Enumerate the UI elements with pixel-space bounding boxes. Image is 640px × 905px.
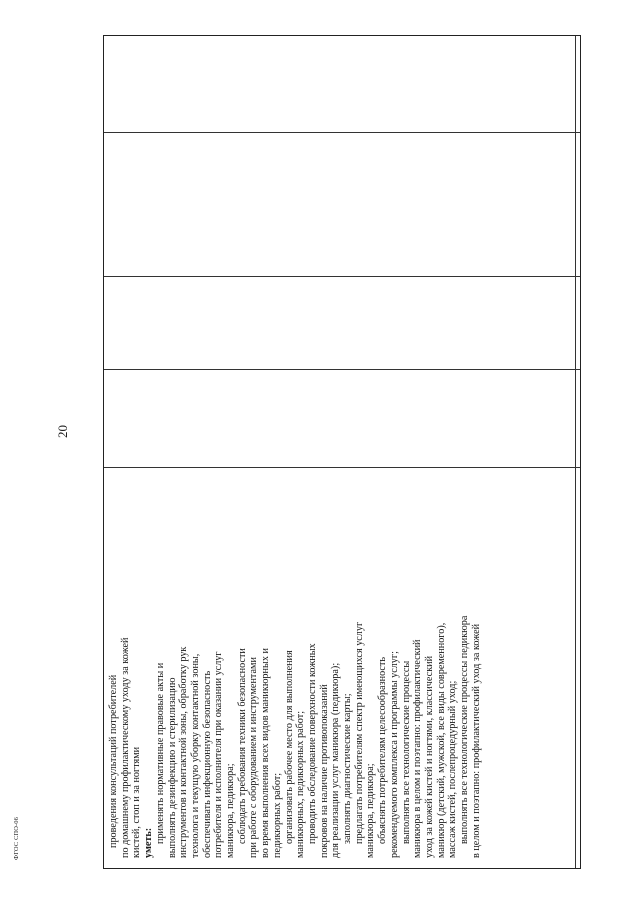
cell-line: кистей, стоп и за ногтями (131, 746, 143, 858)
cell-line: при работе с оборудованием и инструментами (248, 657, 260, 858)
cell-line: рекомендуемого комплекса и программы услуг; (388, 651, 400, 858)
cell-line: обеспечивать инфекционную безопасность (201, 670, 213, 858)
cell-line: применять нормативные правовые акты и (154, 662, 166, 844)
cell-line: педикюрных работ; (271, 772, 283, 858)
cell-line: для реализации услуг маникюра (педикюра); (330, 662, 342, 858)
cell-line: инструментов и контактной зоны, обработку рук (178, 646, 190, 858)
cell-line: выполнять дезинфекцию и стерилизацию (166, 677, 178, 858)
row-divider-1 (104, 132, 580, 133)
cell-line: проведения консультаций потребителей (108, 674, 119, 848)
cell-line: технолога и текущую уборку контактной зоны, (189, 653, 201, 858)
cell-line: маникюр (детский, мужской, все виды современного), (435, 622, 447, 858)
cell-line: проводить обследование поверхности кожных (306, 643, 318, 844)
cell-line: уметь: (143, 827, 155, 858)
competency-cell (107, 474, 577, 866)
row-divider-4 (104, 467, 580, 468)
cell-line: в целом и поэтапно: профилактический уход за кожей (470, 623, 482, 858)
page-number: 20 (55, 425, 70, 438)
cell-line: покровов на наличие противопоказаний (318, 684, 330, 858)
cell-line: предлагать потребителям спектр имеющихся услуг (353, 621, 365, 844)
row-divider-3 (104, 369, 580, 370)
cell-line: маникюра, педикюра; (225, 763, 237, 858)
cell-line: организовать рабочее место для выполнения (283, 650, 295, 844)
cell-line: во время выполнения всех видов маникюрных и (260, 648, 272, 858)
cell-line: соблюдать требования техники безопасности (236, 648, 248, 844)
footer-code: ФГОС СПО-06 (13, 817, 20, 860)
cell-line: выполнять все технологические процессы (400, 660, 412, 844)
row-divider-2 (104, 276, 580, 277)
table-frame (103, 35, 581, 869)
cell-line: маникюра в целом и поэтапно: профилактический (412, 639, 424, 858)
cell-line: маникюрных, педикюрных работ; (295, 710, 307, 858)
cell-line: выполнять все технологические процессы педикюра (459, 615, 471, 844)
cell-line: уход за кожей кистей и ногтями, классический (423, 655, 435, 858)
cell-line: объяснять потребителям целесообразность (377, 656, 389, 844)
cell-line: потребителя и исполнителя при оказании услуг (213, 651, 225, 858)
cell-line: маникюра, педикюра; (365, 763, 377, 858)
cell-line: по домашнему профилактическому уходу за кожей (119, 637, 131, 858)
cell-line: массаж кистей, послепроцедурный уход; (447, 680, 459, 858)
cell-line: заполнять диагностические карты; (342, 693, 354, 844)
